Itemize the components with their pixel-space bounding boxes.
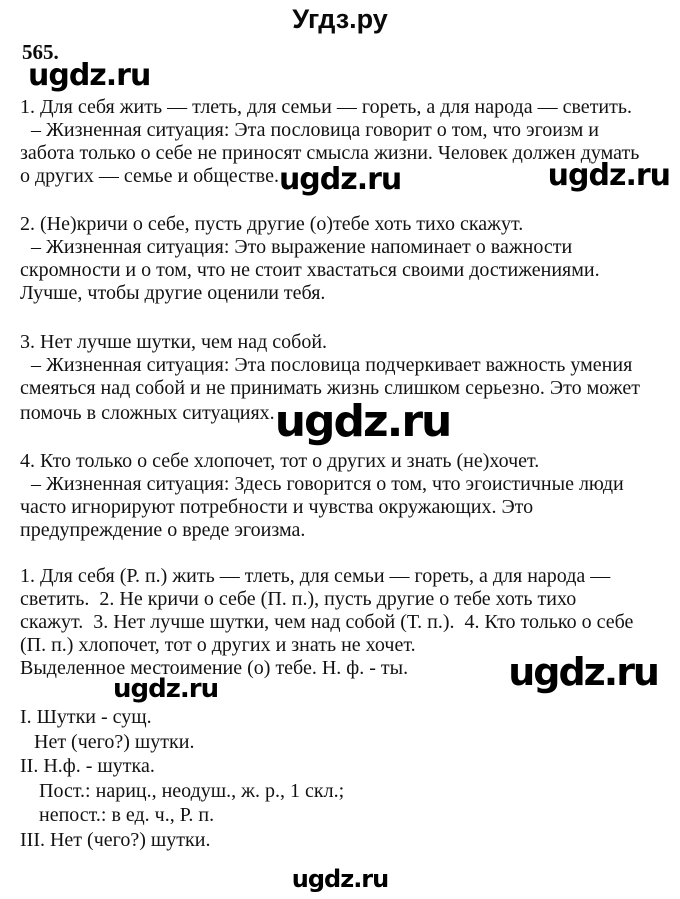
proverb-4-explanation-line: – Жизненная ситуация: Здесь говорится о том, что эгоистичные люди (31, 473, 624, 495)
proverb-3-explanation-line (20, 396, 676, 447)
morphology-line-4: Пост.: нариц., неодуш., ж. р., 1 скл.; (39, 779, 345, 802)
proverb-3-text: 3. Нет лучше шутки, чем над собой. (20, 331, 328, 353)
answers-line: 1. Для себя (Р. п.) жить — тлеть, для семьи — гореть, а для народа — (20, 565, 611, 587)
watermark-right-answers: ugdz.ru (508, 650, 658, 694)
proverb-block-4 (20, 450, 676, 542)
proverb-block-3 (20, 331, 676, 447)
proverb-1-explanation-end: о других — семье и обществе. (20, 165, 279, 187)
proverb-2-explanation-line: – Жизненная ситуация: Это выражение напоминает о важности (31, 236, 573, 258)
proverb-2-text: 2. (Не)кричи о себе, пусть другие (о)тебе хоть тихо скажут. (20, 213, 524, 235)
proverb-3-explanation-line: – Жизненная ситуация: Эта пословица подчеркивает важность умения (31, 354, 633, 376)
proverb-block-2 (20, 213, 676, 305)
proverb-1-explanation-line: забота только о себе не приносят смысла жизни. Человек должен думать (20, 142, 640, 164)
proverb-1-explanation-line: – Жизненная ситуация: Эта пословица говорит о том, что эгоизм и (31, 119, 599, 141)
watermark-right-1: ugdz.ru (547, 158, 670, 193)
proverb-3-explanation-line: смеяться над собой и не принимать жизнь слишком серьезно. Это может (20, 377, 640, 399)
answers-line: скажут. 3. Нет лучше шутки, чем над собой (Т. п.). 4. Кто только о себе (20, 611, 634, 633)
pronoun-note-line: Выделенное местоимение (о) тебе. Н. ф. - ты. (20, 657, 409, 679)
proverb-2-explanation-line: Лучше, чтобы другие оценили тебя. (20, 282, 326, 304)
morphology-line-6: III. Нет (чего?) шутки. (20, 828, 211, 851)
proverb-2-explanation-line: скромности и о том, что не стоит хвастаться своими достижениями. (20, 259, 600, 281)
proverb-4-explanation-line: предупреждение о вреде эгоизма. (20, 519, 306, 541)
watermark-inline-3: ugdz.ru (274, 396, 451, 447)
morphology-line-1: I. Шутки - сущ. (20, 706, 152, 728)
morphology-line-5: непост.: в ед. ч., Р. п. (39, 804, 215, 826)
proverb-4-text: 4. Кто только о себе хлопочет, тот о других и знать (не)хочет. (20, 450, 540, 472)
watermark-top-left: ugdz.ru (28, 58, 151, 93)
morphology-line-3: II. Н.ф. - шутка. (20, 755, 155, 777)
morphology-block (20, 705, 676, 852)
site-title: Угдз.ру (292, 4, 388, 34)
watermark-bottom: ugdz.ru (291, 865, 389, 893)
proverb-1-text: 1. Для себя жить — тлеть, для семьи — гореть, а для народа — светить. (20, 96, 632, 118)
answers-line: светить. 2. Не кричи о себе (П. п.), пусть другие о тебе хоть тихо (20, 588, 577, 610)
answers-line: (П. п.) хлопочет, тот о других и знать не хочет. (20, 634, 416, 656)
morphology-line-2: Нет (чего?) шутки. (34, 730, 195, 753)
watermark-small-center: ugdz.ru (113, 674, 219, 704)
proverb-4-explanation-line: часто игнорируют потребности и чувства окружающих. Это (20, 496, 534, 518)
watermark-inline-1: ugdz.ru (278, 162, 402, 197)
proverb-3-explanation-end: помочь в сложных ситуациях. (20, 402, 275, 424)
task-number: 565. (22, 40, 59, 64)
